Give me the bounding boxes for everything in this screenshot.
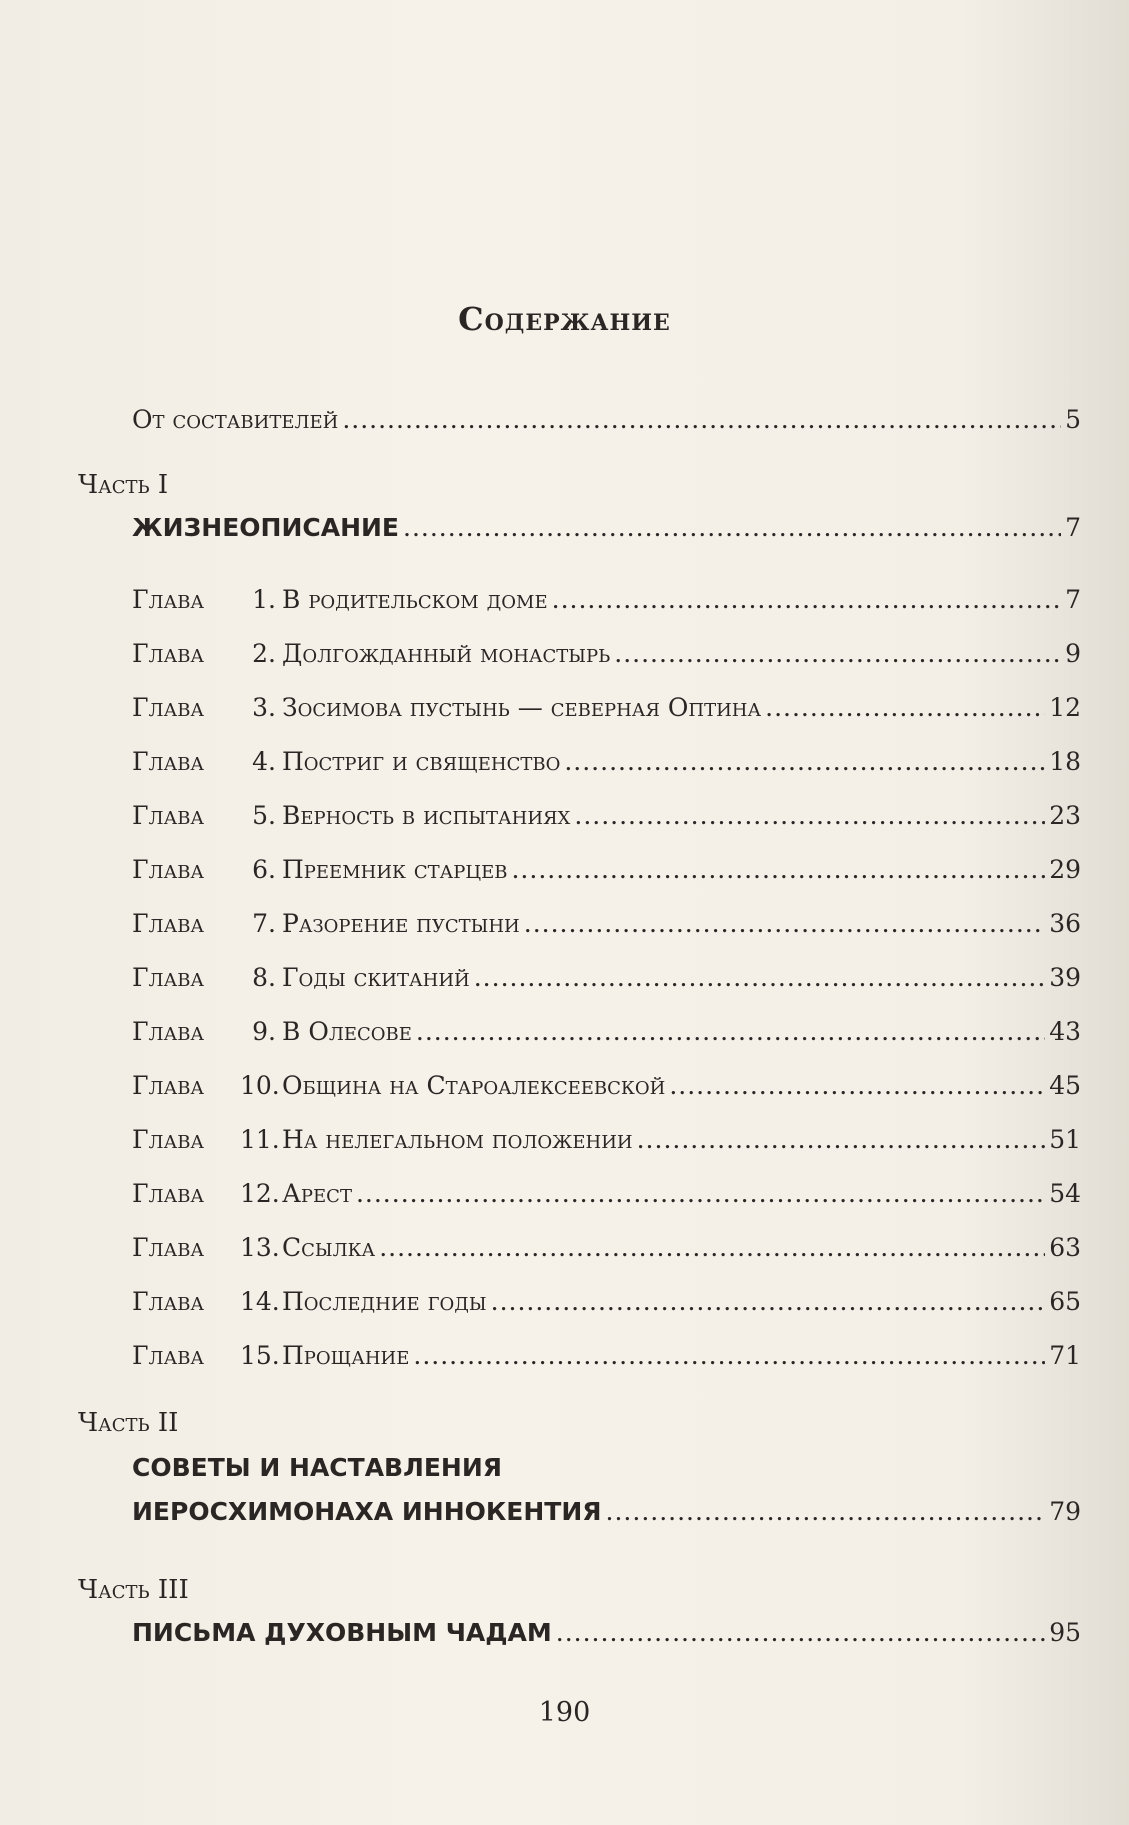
toc-page-number: 54: [1049, 1179, 1081, 1208]
toc-entry-part-1: [132, 513, 1081, 542]
toc-page-number: 12: [1049, 693, 1081, 722]
chapter-word: Глава: [132, 747, 205, 776]
leader-dots: [524, 909, 1045, 938]
chapter-title: Верность в испытаниях: [282, 801, 571, 830]
chapter-word: Глава: [132, 1287, 205, 1316]
toc-entry-foreword: [132, 405, 1081, 434]
toc-page-number: 36: [1049, 909, 1081, 938]
chapter-heading: [132, 963, 470, 992]
chapter-word: Глава: [132, 963, 205, 992]
chapter-number: 9.: [252, 1017, 276, 1046]
chapter-word: Глава: [132, 1017, 205, 1046]
leader-dots: [606, 1497, 1046, 1526]
chapter-number: 3.: [252, 693, 276, 722]
toc-page-number: 5: [1065, 405, 1081, 434]
page-number: 190: [538, 1697, 591, 1728]
toc-page-number: 9: [1065, 639, 1081, 668]
chapter-title: Арест: [282, 1179, 352, 1208]
toc-entry-label: От составителей: [132, 405, 339, 434]
toc-chapter-row: [132, 1125, 1081, 1154]
chapter-heading: [132, 801, 570, 830]
leader-dots: [556, 1618, 1045, 1647]
toc-page-number: 43: [1049, 1017, 1081, 1046]
chapter-heading: [132, 747, 560, 776]
chapter-title: На нелегальном положении: [282, 1125, 633, 1154]
part-label: Часть I: [78, 470, 169, 500]
chapter-heading: [132, 909, 520, 938]
toc-entry-label: ПИСЬМА ДУХОВНЫМ ЧАДАМ: [132, 1618, 552, 1647]
toc-page-number: 79: [1049, 1497, 1081, 1526]
chapter-number: 8.: [252, 963, 276, 992]
chapter-title: Долгожданный монастырь: [282, 639, 611, 668]
leader-dots: [356, 1179, 1045, 1208]
chapter-word: Глава: [132, 1179, 205, 1208]
chapter-word: Глава: [132, 639, 205, 668]
chapter-title: Преемник старцев: [282, 855, 508, 884]
toc-page-number: 45: [1049, 1071, 1081, 1100]
chapter-number: 15.: [240, 1341, 280, 1370]
toc-chapter-row: [132, 1341, 1081, 1370]
chapter-title: В родительском доме: [282, 585, 548, 614]
chapter-word: Глава: [132, 855, 205, 884]
chapter-heading: [132, 1017, 412, 1046]
chapter-heading: [132, 855, 507, 884]
chapter-title: Община на Староалексеевской: [282, 1071, 666, 1100]
chapter-number: 13.: [240, 1233, 280, 1262]
toc-entry-part-2: [132, 1497, 1081, 1526]
leader-dots: [491, 1287, 1046, 1316]
toc-page-number: 18: [1049, 747, 1081, 776]
toc-page-number: 29: [1049, 855, 1081, 884]
chapter-heading: [132, 1125, 633, 1154]
chapter-word: Глава: [132, 693, 205, 722]
chapter-title: Разорение пустыни: [282, 909, 520, 938]
chapter-number: 6.: [252, 855, 276, 884]
leader-dots: [552, 585, 1061, 614]
toc-chapter-row: [132, 855, 1081, 884]
leader-dots: [765, 693, 1045, 722]
toc-chapter-row: [132, 963, 1081, 992]
toc-page-number: 71: [1049, 1341, 1081, 1370]
leader-dots: [403, 513, 1061, 542]
leader-dots: [342, 405, 1061, 434]
toc-chapter-row: [132, 747, 1081, 776]
leader-dots: [669, 1071, 1045, 1100]
chapter-number: 12.: [240, 1179, 280, 1208]
chapter-word: Глава: [132, 801, 205, 830]
chapter-word: Глава: [132, 1071, 205, 1100]
toc-page-number: 23: [1049, 801, 1081, 830]
chapter-word: Глава: [132, 1341, 205, 1370]
chapter-number: 7.: [252, 909, 276, 938]
toc-chapter-row: [132, 693, 1081, 722]
chapter-heading: [132, 1287, 487, 1316]
part-label: Часть II: [78, 1408, 179, 1438]
chapter-number: 11.: [240, 1125, 280, 1154]
leader-dots: [511, 855, 1045, 884]
leader-dots: [413, 1341, 1045, 1370]
toc-page-number: 65: [1049, 1287, 1081, 1316]
chapter-word: Глава: [132, 585, 205, 614]
chapter-heading: [132, 1233, 375, 1262]
toc-entry-label: ЖИЗНЕОПИСАНИЕ: [132, 513, 400, 542]
chapter-title: Годы скитаний: [282, 963, 470, 992]
leader-dots: [564, 747, 1045, 776]
page-title: Содержание: [458, 300, 671, 338]
toc-page-number: 39: [1049, 963, 1081, 992]
toc-chapter-row: [132, 1233, 1081, 1262]
chapter-heading: [132, 585, 548, 614]
toc-chapter-row: [132, 909, 1081, 938]
toc-page-number: 7: [1065, 513, 1081, 542]
toc-page-number: 63: [1049, 1233, 1081, 1262]
chapter-title: Ссылка: [282, 1233, 376, 1262]
chapter-number: 2.: [252, 639, 276, 668]
chapter-heading: [132, 1179, 352, 1208]
toc-entry-label: ИЕРОСХИМОНАХА ИННОКЕНТИЯ: [132, 1497, 602, 1526]
leader-dots: [614, 639, 1061, 668]
toc-chapter-row: [132, 1017, 1081, 1046]
toc-entry-part-3: [132, 1618, 1081, 1647]
chapter-heading: [132, 693, 761, 722]
chapter-heading: [132, 639, 610, 668]
toc-chapter-row: [132, 1287, 1081, 1316]
leader-dots: [474, 963, 1045, 992]
leader-dots: [637, 1125, 1046, 1154]
toc-chapter-row: [132, 801, 1081, 830]
chapter-word: Глава: [132, 909, 205, 938]
toc-chapter-row: [132, 585, 1081, 614]
chapter-word: Глава: [132, 1125, 205, 1154]
toc-page-number: 51: [1049, 1125, 1081, 1154]
toc-page-number: 95: [1049, 1618, 1081, 1647]
leader-dots: [379, 1233, 1045, 1262]
chapter-heading: [132, 1071, 665, 1100]
toc-chapter-row: [132, 1071, 1081, 1100]
toc-entry-label: СОВЕТЫ И НАСТАВЛЕНИЯ: [132, 1453, 503, 1482]
toc-chapter-row: [132, 1179, 1081, 1208]
chapter-heading: [132, 1341, 409, 1370]
chapter-word: Глава: [132, 1233, 205, 1262]
leader-dots: [574, 801, 1045, 830]
chapter-title: Постриг и священство: [282, 747, 561, 776]
part-label: Часть III: [78, 1575, 189, 1605]
chapter-title: Зосимова пустынь — северная Оптина: [282, 693, 762, 722]
chapter-number: 14.: [240, 1287, 280, 1316]
chapter-title: Последние годы: [282, 1287, 487, 1316]
chapter-title: В Олесове: [282, 1017, 412, 1046]
toc-page-number: 7: [1065, 585, 1081, 614]
chapter-number: 10.: [240, 1071, 280, 1100]
chapter-title: Прощание: [282, 1341, 410, 1370]
chapter-number: 5.: [252, 801, 276, 830]
chapter-number: 4.: [252, 747, 276, 776]
chapter-number: 1.: [252, 585, 276, 614]
leader-dots: [416, 1017, 1045, 1046]
toc-chapter-row: [132, 639, 1081, 668]
